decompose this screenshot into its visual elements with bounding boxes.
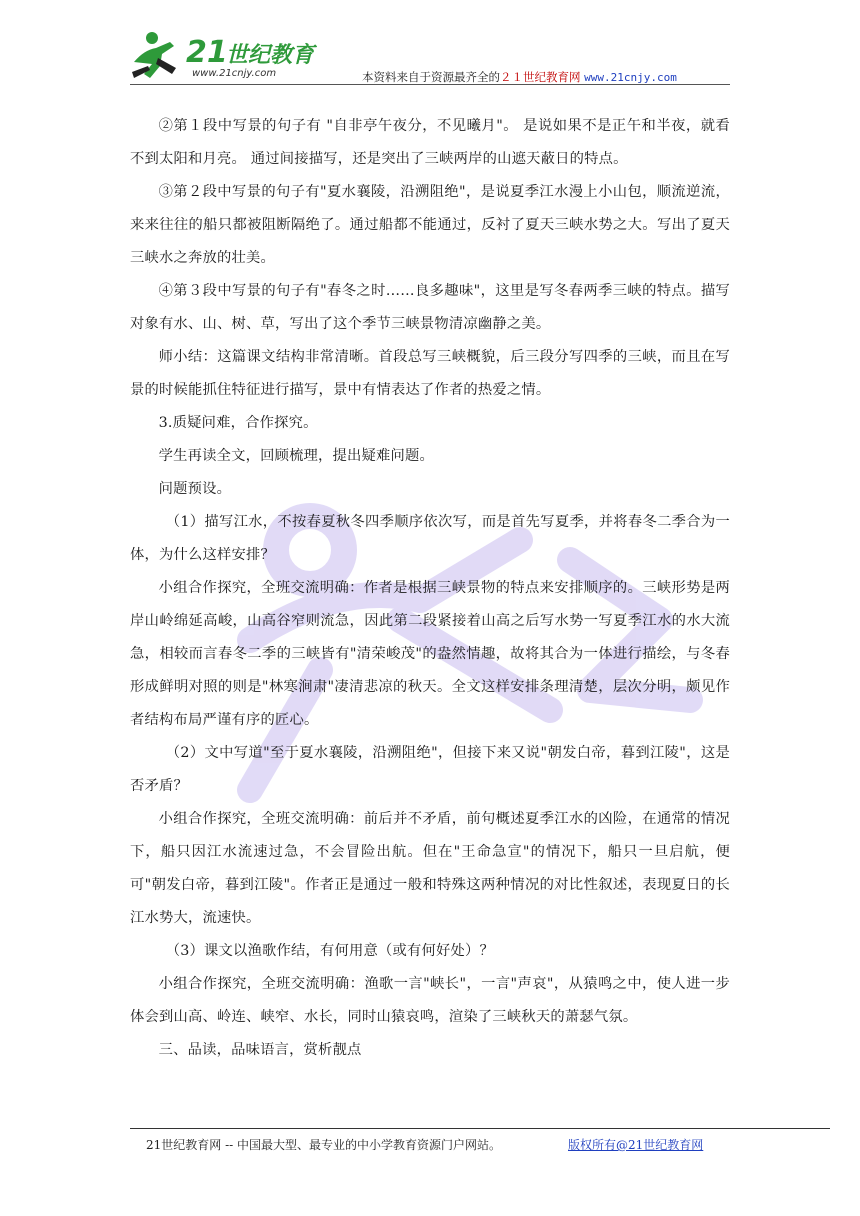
section-heading: 三、品读，品味语言，赏析靓点 <box>158 1042 362 1058</box>
question: （1）描写江水，不按春夏秋冬四季顺序依次写，而是首先写夏季，并将春冬二季合为一体，为什么这样安排？ <box>130 514 730 563</box>
tagline-url-link[interactable]: www.21cnjy.com <box>584 71 677 84</box>
tagline-site-link[interactable]: ２１世纪教育网 <box>500 70 581 84</box>
page-header <box>130 28 730 84</box>
svg-text:21: 21 <box>186 35 228 70</box>
tagline-prefix: 本资料来自于资源最齐全的 <box>362 70 500 84</box>
runner-icon <box>132 32 176 78</box>
page-footer <box>146 1136 704 1153</box>
paragraph: ③第２段中写景的句子有"夏水襄陵，沿溯阻绝"，是说夏季江水漫上小山包，顺流逆流，来来往往的船只都被阻断隔绝了。通过船都不能通过，反衬了夏天三峡水势之大。写出了夏天三峡水之奔放的壮美。 <box>130 184 730 266</box>
question: （3）课文以渔歌作结，有何用意（或有何好处）？ <box>165 943 494 959</box>
paragraph: 小组合作探究，全班交流明确：前后并不矛盾，前句概述夏季江水的凶险，在通常的情况下，船只因江水流速过急，不会冒险出航。但在"王命急宣"的情况下，船只一旦启航，便可"朝发白帝，暮到江陵"。作者正是通过一般和特殊这两种情况的对比性叙述，表现夏日的长江水势大，流速快。 <box>130 811 730 926</box>
site-logo <box>130 28 340 84</box>
header-tagline <box>362 69 677 85</box>
paragraph: ④第３段中写景的句子有"春冬之时……良多趣味"，这里是写冬春两季三峡的特点。描写对象有水、山、树、草，写出了这个季节三峡景物清凉幽静之美。 <box>130 283 730 332</box>
paragraph: 学生再读全文，回顾梳理，提出疑难问题。 <box>158 448 435 464</box>
question: （2）文中写道"至于夏水襄陵，沿溯阻绝"，但接下来又说"朝发白帝，暮到江陵"，这是否矛盾？ <box>130 745 730 794</box>
copyright-link[interactable]: 版权所有@21世纪教育网 <box>568 1138 704 1152</box>
paragraph: 师小结：这篇课文结构非常清晰。首段总写三峡概貌，后三段分写四季的三峡，而且在写景的时候能抓住特征进行描写，景中有情表达了作者的热爱之情。 <box>130 349 730 398</box>
paragraph: 小组合作探究，全班交流明确：作者是根据三峡景物的特点来安排顺序的。三峡形势是两岸山岭绵延高峻，山高谷窄则流急，因此第二段紧接着山高之后写水势一写夏季江水的水大流急，相较而言春冬二季的三峡皆有"清荣峻茂"的盎然情趣，故将其合为一体进行描绘，与冬春形成鲜明对照的则是"林寒涧肃"凄清悲凉的秋天。全文这样安排条理清楚，层次分明，颇见作者结构布局严谨有序的匠心。 <box>130 580 730 728</box>
paragraph: 小组合作探究，全班交流明确：渔歌一言"峡长"，一言"声哀"，从猿鸣之中，使人进一步体会到山高、岭连、峡窄、水长，同时山猿哀鸣，渲染了三峡秋天的萧瑟气氛。 <box>130 976 730 1025</box>
document-body <box>130 110 730 1067</box>
header-divider <box>130 84 730 85</box>
svg-text:www.21cnjy.com: www.21cnjy.com <box>192 68 277 79</box>
footer-text: 21世纪教育网 -- 中国最大型、最专业的中小学教育资源门户网站。 <box>146 1138 502 1152</box>
footer-divider <box>130 1128 830 1129</box>
paragraph: 问题预设。 <box>158 481 232 497</box>
section-heading: 3.质疑问难，合作探究。 <box>158 415 318 431</box>
svg-text:世纪教育: 世纪教育 <box>226 43 315 68</box>
paragraph: ②第１段中写景的句子有 "自非亭午夜分，不见曦月"。 是说如果不是正午和半夜，就看不到太阳和月亮。 通过间接描写，还是突出了三峡两岸的山遮天蔽日的特点。 <box>130 118 730 167</box>
